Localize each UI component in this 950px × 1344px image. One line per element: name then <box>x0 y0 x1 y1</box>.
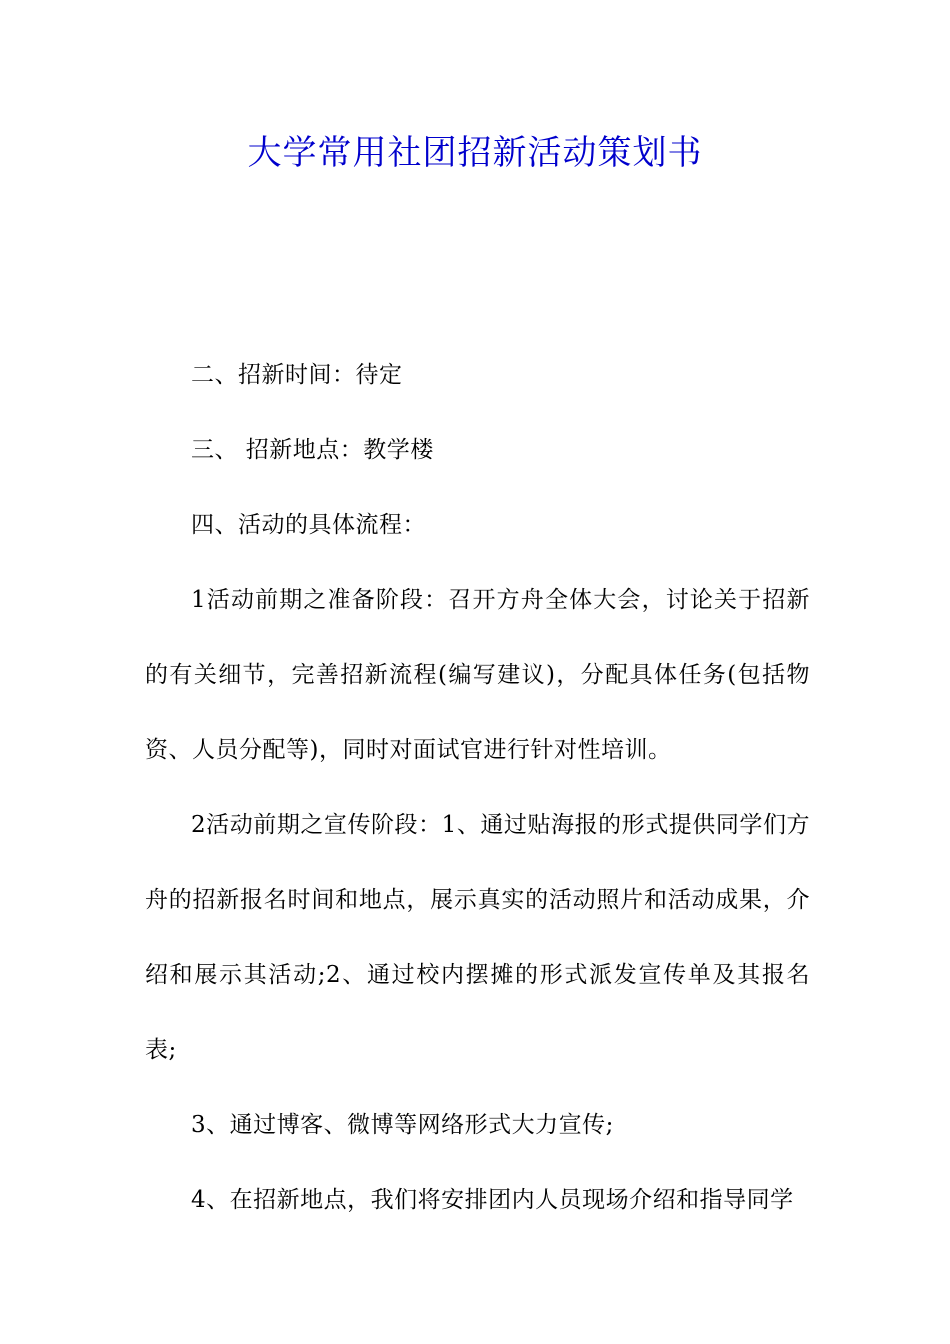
paragraph-process-heading: 四、活动的具体流程： <box>191 512 426 538</box>
paragraph-onsite-guidance: 4、在招新地点，我们将安排团内人员现场介绍和指导同学 <box>191 1187 794 1213</box>
paragraph-recruit-time: 二、招新时间：待定 <box>191 362 403 388</box>
paragraph-online-publicity: 3、通过博客、微博等网络形式大力宣传; <box>191 1112 614 1138</box>
paragraph-preparation-stage: 1活动前期之准备阶段：召开方舟全体大会，讨论关于招新的有关细节，完善招新流程(编写建议)，分配具体任务(包括物资、人员分配等)，同时对面试官进行针对性培训。 <box>145 587 810 763</box>
paragraph-publicity-stage: 2活动前期之宣传阶段：1、通过贴海报的形式提供同学们方舟的招新报名时间和地点，展示真实的活动照片和活动成果，介绍和展示其活动;2、通过校内摆摊的形式派发宣传单及其报名表; <box>145 812 810 1063</box>
document-title: 大学常用社团招新活动策划书 <box>247 133 703 173</box>
document-body <box>145 338 810 1238</box>
paragraph-recruit-location: 三、 招新地点：教学楼 <box>191 437 434 463</box>
